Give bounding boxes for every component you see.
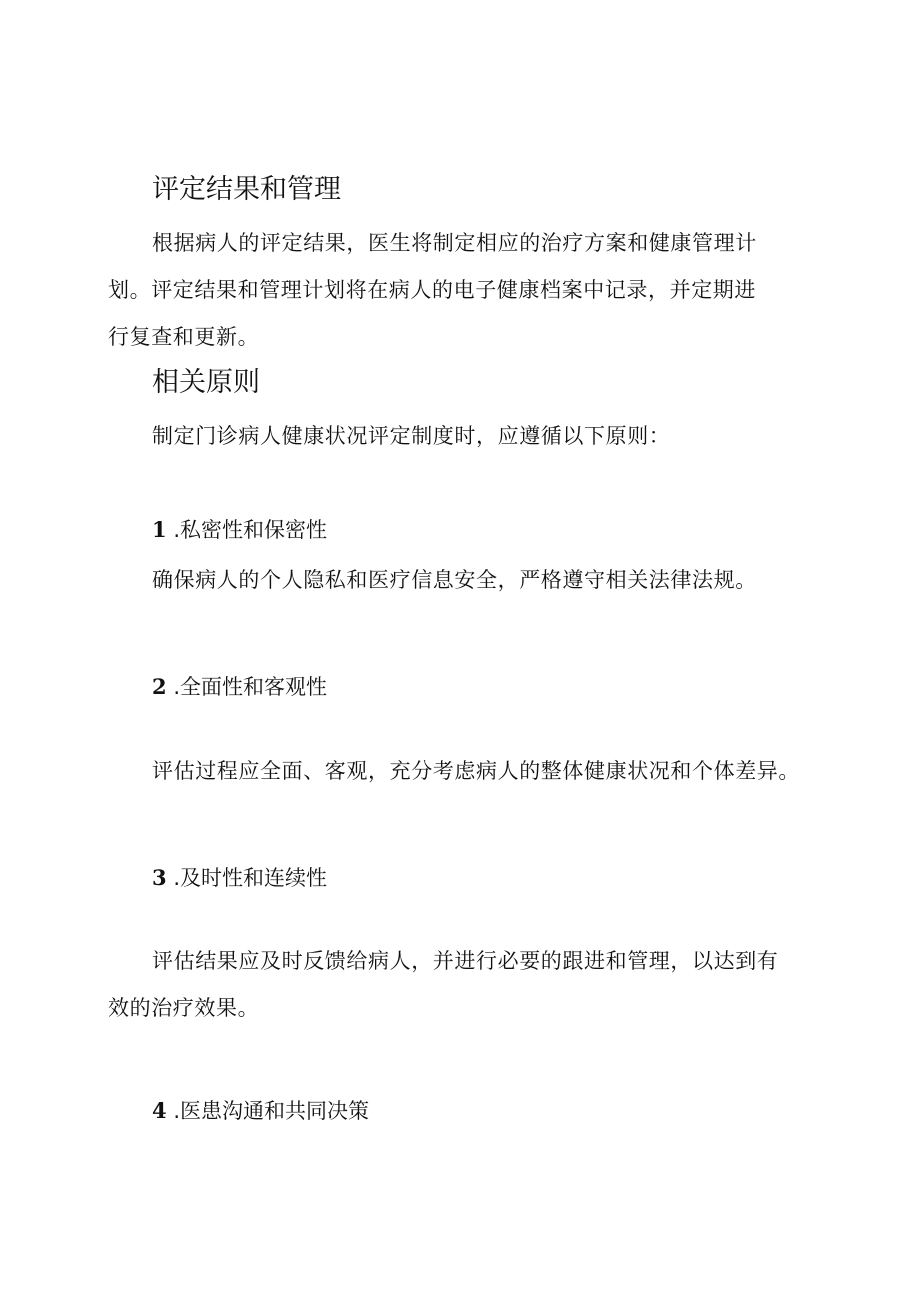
section-heading-evaluation: 评定结果和管理 — [152, 174, 341, 205]
principle-title: .私密性和保密性 — [173, 518, 327, 542]
principle-text-line: 效的治疗效果。 — [108, 996, 260, 1020]
principle-title: .医患沟通和共同决策 — [173, 1099, 369, 1123]
principle-title: .全面性和客观性 — [173, 675, 327, 699]
paragraph-line: 行复查和更新。 — [108, 325, 260, 349]
principle-heading-4 — [152, 1097, 369, 1125]
principle-number: 3 — [152, 865, 167, 890]
principle-number: 4 — [152, 1098, 167, 1123]
section-heading-principles: 相关原则 — [152, 367, 260, 398]
principle-heading-1 — [152, 516, 327, 544]
principle-number: 2 — [152, 674, 167, 699]
paragraph-line: 根据病人的评定结果，医生将制定相应的治疗方案和健康管理计 — [152, 231, 757, 255]
principle-text-line: 确保病人的个人隐私和医疗信息安全，严格遵守相关法律法规。 — [152, 568, 757, 592]
principle-text-line: 评估结果应及时反馈给病人，并进行必要的跟进和管理，以达到有 — [152, 949, 779, 973]
principle-number: 1 — [152, 517, 167, 542]
principle-heading-3 — [152, 864, 327, 892]
principle-heading-2 — [152, 673, 327, 701]
principle-title: .及时性和连续性 — [173, 866, 327, 890]
paragraph-line: 划。评定结果和管理计划将在病人的电子健康档案中记录，并定期进 — [108, 278, 756, 302]
principles-intro: 制定门诊病人健康状况评定制度时，应遵循以下原则： — [152, 424, 671, 448]
principle-text-line: 评估过程应全面、客观，充分考虑病人的整体健康状况和个体差异。 — [152, 759, 800, 783]
